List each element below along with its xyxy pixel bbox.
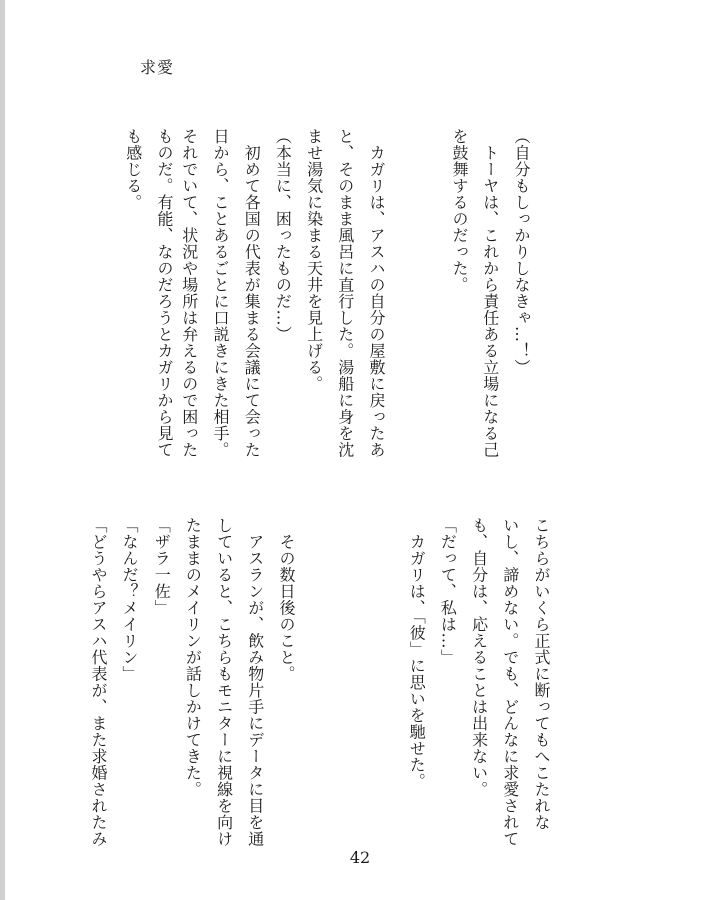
text-column: カガリは、アスハの自分の屋敷に戻ったあ <box>367 128 386 458</box>
text-column: 「だって、私は…」 <box>438 517 458 666</box>
text-column: いし、諦めない。でも、どんなに求愛されて <box>500 517 520 847</box>
text-column: と、そのまま風呂に直行した。湯船に身を沈 <box>335 128 355 458</box>
upper-text-block-left <box>180 128 392 478</box>
text-column: こちらがいくら正式に断ってもへこたれな <box>532 517 551 831</box>
text-column: 「なんだ？メイリン」 <box>120 517 139 682</box>
lower-text-block-left <box>145 517 302 849</box>
text-column: 「ザラ一佐」 <box>152 517 172 616</box>
text-column: ものだ。有能、なのだろうとカガリから見て <box>155 128 174 458</box>
text-column: トーヤは、これから責任ある立場になる己 <box>480 128 500 458</box>
page-edge-shadow <box>0 0 5 900</box>
upper-text-block-continuation <box>118 128 180 478</box>
text-column: その数日後のこと。 <box>277 517 296 682</box>
text-column: （自分もしっかりしなきゃ…！） <box>512 128 531 376</box>
text-column: それでいて、状況や場所は弁えるので困った <box>179 128 199 458</box>
text-column: を鼓舞するのだった。 <box>450 128 469 293</box>
text-column: アスランが、飲み物片手にデータに目を通 <box>245 517 265 847</box>
text-column: 「どうやらアスハ代表が、また求婚されたみ <box>89 517 108 847</box>
text-column: ませ湯気に染まる天井を見上げる。 <box>304 128 324 392</box>
text-column: 日から、ことあるごとに口説きにきた相手。 <box>210 128 230 458</box>
text-column: （本当に、困ったものだ…） <box>273 128 293 343</box>
lower-text-block-continuation <box>83 517 114 849</box>
text-column: も感じる。 <box>123 128 143 211</box>
upper-text-block-right <box>475 128 537 478</box>
upper-text-block-right-tail <box>444 128 475 478</box>
text-column: していると、こちらもモニターに視線を向け <box>214 517 234 847</box>
lower-text-block-extra <box>114 517 145 849</box>
lower-text-block-right <box>407 517 557 849</box>
text-column: も、自分は、応えることは出来ない。 <box>469 517 489 798</box>
text-column: 初めて各国の代表が集まる会議にて会った <box>242 128 262 458</box>
text-column: カガリは、「彼」に思いを馳せた。 <box>407 517 427 790</box>
chapter-title: 求愛 <box>140 58 175 77</box>
page-number: 42 <box>349 848 371 867</box>
text-column: たままのメイリンが話しかけてきた。 <box>183 517 203 798</box>
